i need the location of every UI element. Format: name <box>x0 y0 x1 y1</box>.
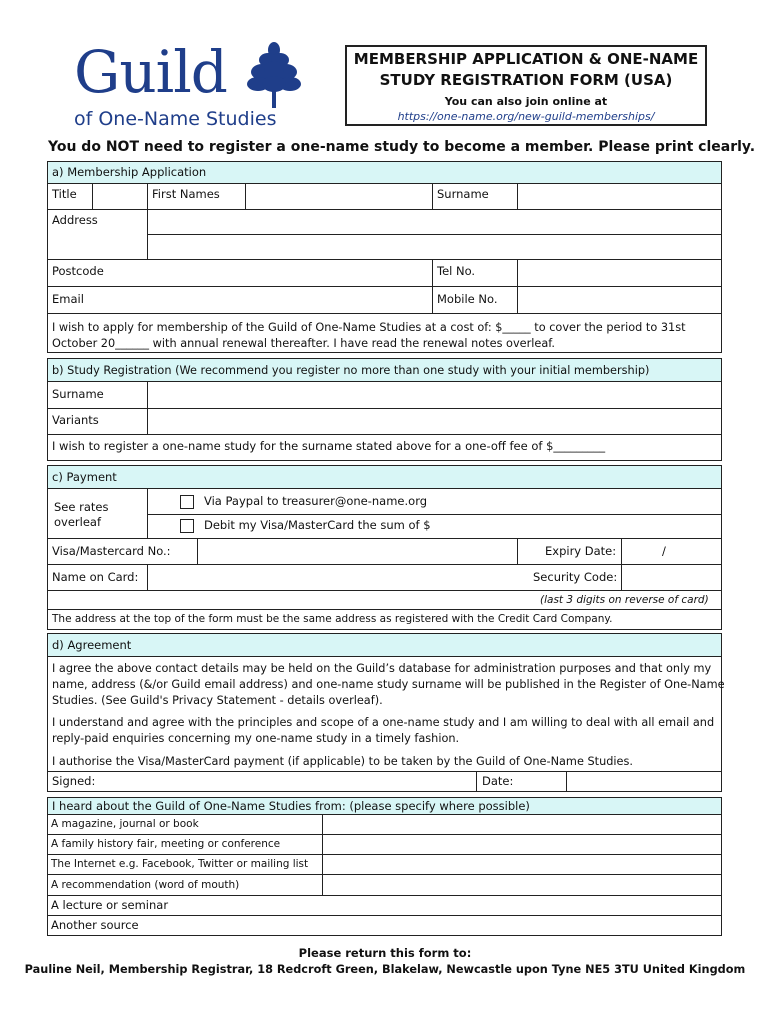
security-code-label: Security Code: <box>533 570 618 584</box>
heard-row-field[interactable] <box>323 835 721 854</box>
date-label: Date: <box>482 774 514 788</box>
mobile-field[interactable] <box>518 287 721 312</box>
heard-row-field[interactable] <box>323 875 721 894</box>
surname-label: Surname <box>437 187 489 201</box>
tree-icon <box>246 40 302 110</box>
print-clearly-note: You do NOT need to register a one-name study to become a member. Please print clearly. <box>48 139 756 155</box>
variants-label: Variants <box>52 413 99 427</box>
return-form-heading: Please return this form to: <box>298 946 472 960</box>
title-label: Title <box>52 187 77 201</box>
paypal-checkbox[interactable] <box>180 495 194 509</box>
study-surname-field[interactable] <box>148 382 721 407</box>
heard-row-field[interactable] <box>323 815 721 834</box>
signature-field[interactable] <box>120 772 474 791</box>
address-field-line2[interactable] <box>148 235 721 259</box>
heard-about-header: I heard about the Guild of One-Name Studies from: (please specify where possible) <box>47 797 722 815</box>
expiry-label: Expiry Date: <box>545 544 617 558</box>
title-box <box>345 45 707 126</box>
agreement-para1-line3: Studies. (See Guild's Privacy Statement - details overleaf). <box>52 694 383 707</box>
registrar-address: Pauline Neil, Membership Registrar, 18 Redcroft Green, Blakelaw, Newcastle upon Tyne NE5 3TU United Kingdom <box>24 963 746 976</box>
agreement-para1-line2: name, address (&/or Guild email address) and one-name study surname will be published in the Register of One-Name <box>52 678 725 691</box>
postcode-label: Postcode <box>52 264 104 278</box>
card-number-label: Visa/Mastercard No.: <box>52 544 171 558</box>
section-c-header: c) Payment <box>47 465 722 489</box>
heard-row-label: A family history fair, meeting or conference <box>51 838 281 850</box>
section-a-header: a) Membership Application <box>47 161 722 184</box>
agreement-para3: I authorise the Visa/MasterCard payment (if applicable) to be taken by the Guild of One-Name Studies. <box>52 755 633 768</box>
section-b-header: b) Study Registration (We recommend you register no more than one study with your initial membership) <box>47 358 722 382</box>
security-code-field[interactable] <box>622 565 721 589</box>
last-three-note: (last 3 digits on reverse of card) <box>540 594 709 606</box>
date-field[interactable] <box>567 772 721 791</box>
first-names-label: First Names <box>152 187 220 201</box>
section-d-header: d) Agreement <box>47 633 722 657</box>
debit-label: Debit my Visa/MasterCard the sum of $ <box>204 518 431 532</box>
online-url-link[interactable]: https://one-name.org/new-guild-memberships/ <box>397 110 655 123</box>
logo-word: Guild <box>74 38 227 106</box>
heard-row-label: A lecture or seminar <box>51 898 169 912</box>
mobile-label: Mobile No. <box>437 292 498 306</box>
logo-subtitle: of One-Name Studies <box>74 108 277 130</box>
tel-label: Tel No. <box>437 264 476 278</box>
address-label: Address <box>52 213 98 227</box>
heard-row-label: A recommendation (word of mouth) <box>51 879 240 891</box>
study-fee-text: I wish to register a one-name study for the surname stated above for a one-off fee of $_________ <box>52 439 606 453</box>
name-on-card-field[interactable] <box>148 565 516 589</box>
agreement-para2-line2: reply-paid enquiries concerning my one-name study in a timely fashion. <box>52 732 460 745</box>
signed-label: Signed: <box>52 774 96 788</box>
heard-row-field[interactable] <box>200 896 721 914</box>
heard-row-field[interactable] <box>200 916 721 935</box>
agreement-para1-line1: I agree the above contact details may be held on the Guild’s database for administration purposes and that only my <box>52 662 712 675</box>
email-field[interactable] <box>150 287 430 312</box>
form-title-line2: STUDY REGISTRATION FORM (USA) <box>379 71 673 89</box>
expiry-field[interactable]: / <box>662 544 666 558</box>
overleaf-label: overleaf <box>54 515 102 529</box>
paypal-label: Via Paypal to treasurer@one-name.org <box>204 494 428 508</box>
email-label: Email <box>52 292 84 306</box>
heard-row-label: The Internet e.g. Facebook, Twitter or mailing list <box>51 858 309 870</box>
surname-field[interactable] <box>518 184 721 208</box>
title-field[interactable] <box>93 184 146 208</box>
heard-row-label: A magazine, journal or book <box>51 818 199 830</box>
address-field-line1[interactable] <box>148 210 721 234</box>
guild-logo <box>70 40 310 132</box>
variants-field[interactable] <box>148 409 721 433</box>
agreement-para2-line1: I understand and agree with the principles and scope of a one-name study and I am willing to deal with all email and <box>52 716 715 729</box>
membership-cost-text-line2: October 20______ with annual renewal thereafter. I have read the renewal notes overleaf. <box>52 337 555 350</box>
debit-checkbox[interactable] <box>180 519 194 533</box>
study-surname-label: Surname <box>52 387 104 401</box>
name-on-card-label: Name on Card: <box>52 570 139 584</box>
heard-row-field[interactable] <box>323 855 721 874</box>
card-number-field[interactable] <box>198 539 516 563</box>
see-rates-label: See rates <box>54 500 109 514</box>
membership-cost-text-line1: I wish to apply for membership of the Guild of One-Name Studies at a cost of: $_____ to cover the period to 31st <box>52 321 686 334</box>
postcode-field[interactable] <box>150 260 430 285</box>
credit-card-address-note: The address at the top of the form must be the same address as registered with the Credit Card Company. <box>52 613 613 625</box>
online-prefix: You can also join online at <box>444 95 608 108</box>
heard-row-label: Another source <box>51 918 139 932</box>
form-title-line1: MEMBERSHIP APPLICATION & ONE-NAME <box>353 50 699 68</box>
tel-field[interactable] <box>518 260 721 285</box>
first-names-field[interactable] <box>246 184 431 208</box>
